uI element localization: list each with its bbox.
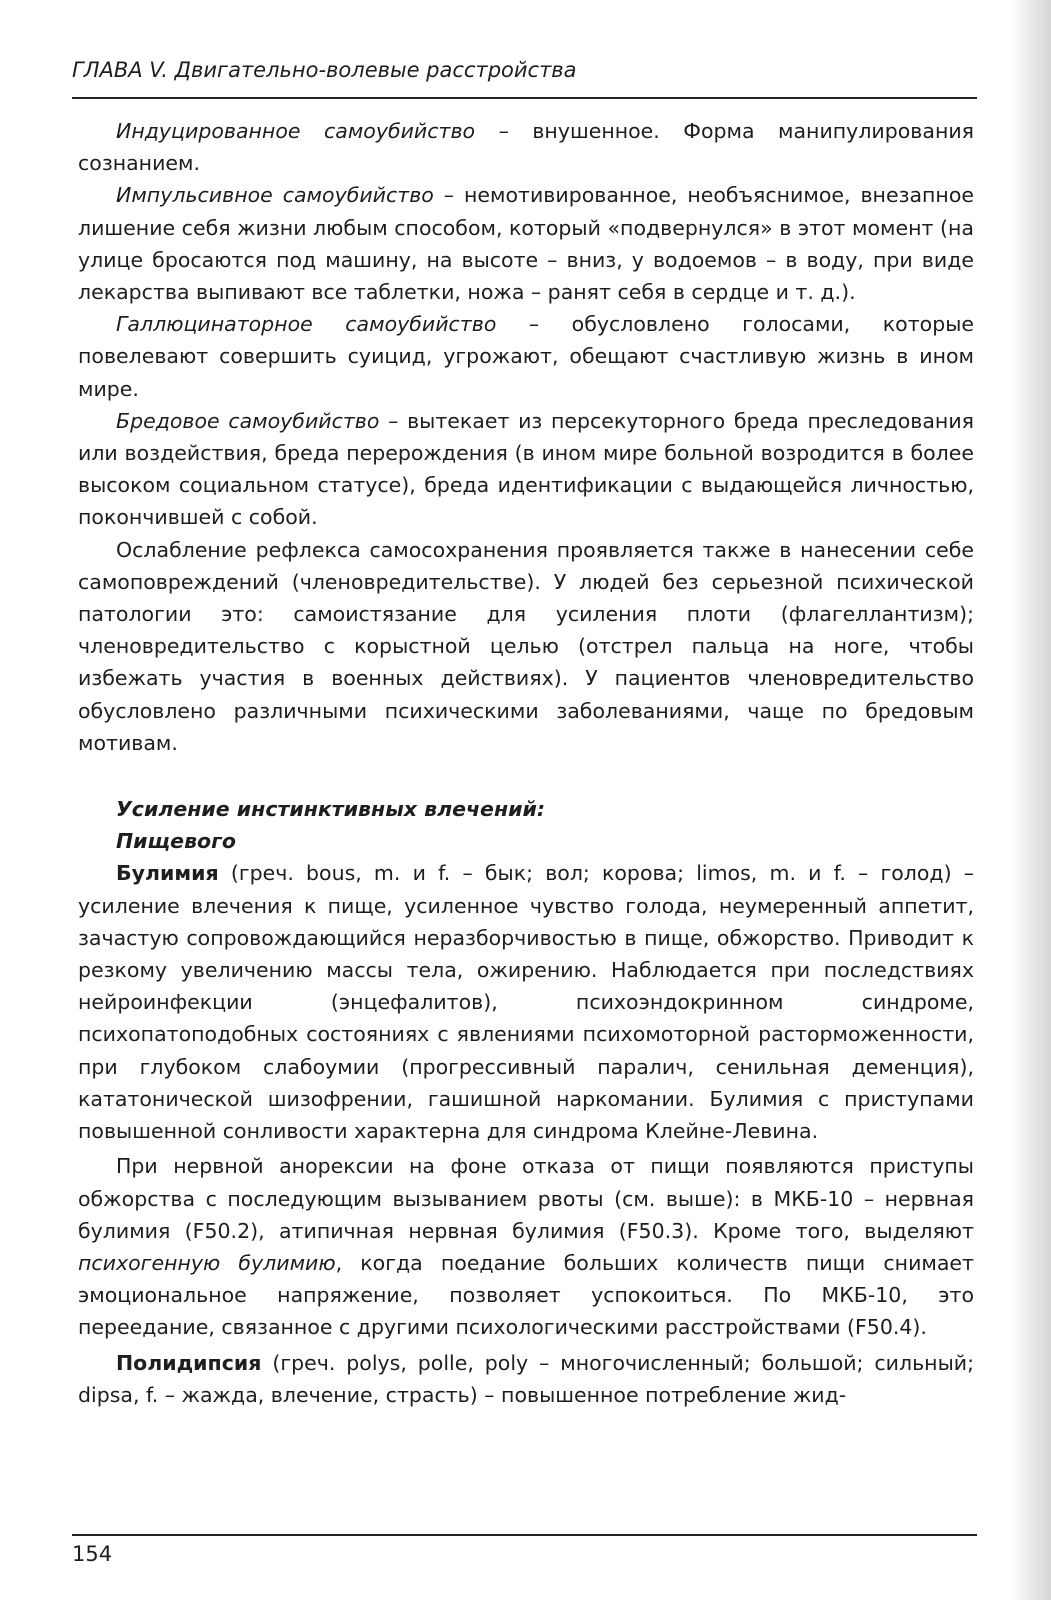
paragraph-text: – немотивированное, необъяснимое, внезапное лишение себя жизни любым способом, который «подвернулся» в этот момент (на улице бросаются под машину, на высоте – вниз, у водоемов – в воду, при виде лекарства выпивают все таблетки, ножа – ранят себя в сердце и т. д.). [78, 183, 974, 305]
paragraph-induced-suicide [78, 115, 974, 179]
paragraph-hallucinatory-suicide [78, 308, 974, 405]
paragraph-text: – внушенное. Форма манипулирования сознанием. [78, 119, 974, 176]
paragraph-bulimia [78, 857, 974, 1147]
paragraph-text: – обусловлено голосами, которые повелевают совершить суицид, угрожают, обещают счастливую жизнь в ином мире. [78, 312, 975, 401]
paragraph-text: – вытекает из персекуторного бреда преследования или воздействия, бреда перерождения (в ином мире больной возродится в более высоком социальном статусе), бреда идентификации с выдающейся личностью, покончившей с собой. [78, 408, 974, 530]
paragraph-text: Ослабление рефлекса самосохранения проявляется также в нанесении себе самоповреждений (членовредительстве). У людей без серьезной психической патологии это: самоистязание для усиления плоти (флагеллантизм); членовредительство с корыстной целью (отстрел пальца на ноге, чтобы избежать участия в военных действиях). У пациентов членовредительство обусловлено различными психическими заболеваниями, чаще по бредовым мотивам. [78, 537, 974, 755]
section-spacer [78, 759, 974, 793]
term-bold: Булимия [116, 861, 219, 886]
section-heading: Усиление инстинктивных влечений: [116, 797, 546, 822]
footer-rule [72, 1534, 977, 1536]
page-edge-shadow [1011, 0, 1051, 1600]
term-italic: Индуцированное самоубийство [116, 119, 476, 143]
paragraph-impulsive-suicide [78, 179, 974, 308]
paragraph-polydipsia [78, 1347, 974, 1411]
term-italic: Импульсивное самоубийство [116, 183, 434, 208]
running-head: ГЛАВА V. Двигательно-волевые расстройства [72, 58, 577, 82]
paragraph-anorexia-bulimia [78, 1150, 974, 1343]
paragraph-text: (греч. bous, m. и f. – бык; вол; корова; limos, m. и f. – голод) – усиление влечения к пище, усиленное чувство голода, неумеренный аппетит, зачастую сопровождающийся неразборчивостью в пище, обжорство. Приводит к резкому увеличению массы тела, ожирению. Наблюдается при последствиях нейроинфекции (энцефалитов), психоэндокринном синдроме, психопатоподобных состояниях с явлениями психомоторной расторможенности, при глубоком слабоумии (прогрессивный паралич, сенильная деменция), кататонической шизофрении, гашишной наркомании. Булимия с приступами повышенной сонливости характерна для синдрома Клейне-Левина. [78, 861, 974, 1144]
page-body [78, 115, 974, 1411]
term-italic: Бредовое самоубийство [116, 408, 380, 433]
paragraph-delusional-suicide [78, 405, 974, 534]
paragraph-text: , когда поедание больших количеств пищи снимает эмоциональное напряжение, позволяет успокоиться. По МКБ-10, это переедание, связанное с другими психологическими расстройствами (F50.4). [78, 1250, 974, 1340]
term-bold: Полидипсия [116, 1350, 262, 1375]
paragraph-self-harm [78, 534, 974, 759]
header-rule [72, 97, 977, 99]
page-number: 154 [72, 1542, 113, 1566]
term-italic: Галлюцинаторное самоубийство [116, 312, 497, 337]
term-italic: психогенную булимию [78, 1250, 336, 1275]
paragraph-text: (греч. polys, polle, poly – многочисленный; большой; сильный; dipsa, f. – жажда, влечение, страсть) – повышенное потребление жид- [78, 1350, 974, 1407]
section-subheading: Пищевого [116, 829, 236, 854]
paragraph-text: При нервной анорексии на фоне отказа от пищи появляются приступы обжорства с последующим вызыванием рвоты (см. выше): в МКБ-10 – нервная булимия (F50.2), атипичная нервная булимия (F50.3). Кроме того, выделяют [78, 1154, 974, 1243]
